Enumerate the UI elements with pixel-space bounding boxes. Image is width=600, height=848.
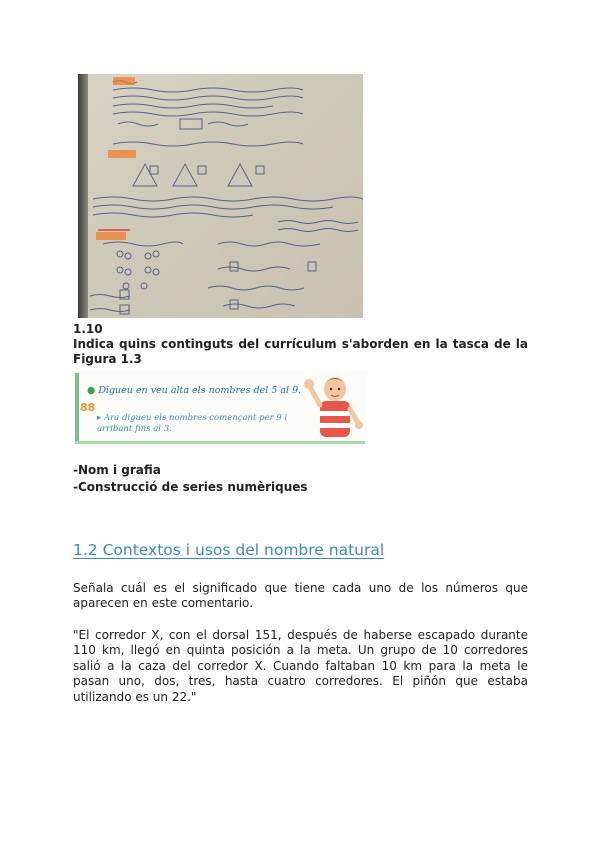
handwriting-scribbles: [78, 74, 363, 318]
excerpt-line-1-text: Digueu en veu alta els nombres del 5 al 9.: [98, 385, 302, 396]
textbook-excerpt-image: [75, 371, 367, 446]
excerpt-instruction-2: [97, 413, 297, 435]
arrow-bullet-icon: ▸: [97, 413, 104, 423]
section-heading: 1.2 Contextos i usos del nombre natural: [73, 541, 385, 559]
exercise-question: Indica quins continguts del currículum s'aborden en la tasca de la Figura 1.3: [73, 337, 528, 366]
answer-item: -Nom i grafia: [73, 463, 161, 477]
notebook-photo: [78, 74, 363, 318]
speech-icon: 88: [80, 401, 96, 414]
child-illustration: [303, 371, 367, 446]
section-prompt: Señala cuál es el significado que tiene cada uno de los números que aparecen en este comentario.: [73, 581, 528, 611]
bullet-dot-icon: ●: [87, 385, 99, 396]
excerpt-side-bar: [75, 373, 79, 443]
excerpt-instruction-1: [87, 385, 301, 396]
quoted-comment: "El corredor X, con el dorsal 151, después de haberse escapado durante 110 km, llegó en quinta posición a la meta. Un grupo de 10 corredores salió a la caza del corredor X. Cuando faltaban 10 km para la meta le pasan uno, dos, tres, hasta cuatro corredores. El piñón que estaba utilizando es un 22.": [73, 628, 528, 704]
answer-item: -Construcció de series numèriques: [73, 480, 308, 494]
exercise-number: 1.10: [73, 322, 103, 336]
excerpt-line-2-text: Ara digueu els nombres començant per 9 i arribant fins al 3.: [97, 413, 288, 434]
